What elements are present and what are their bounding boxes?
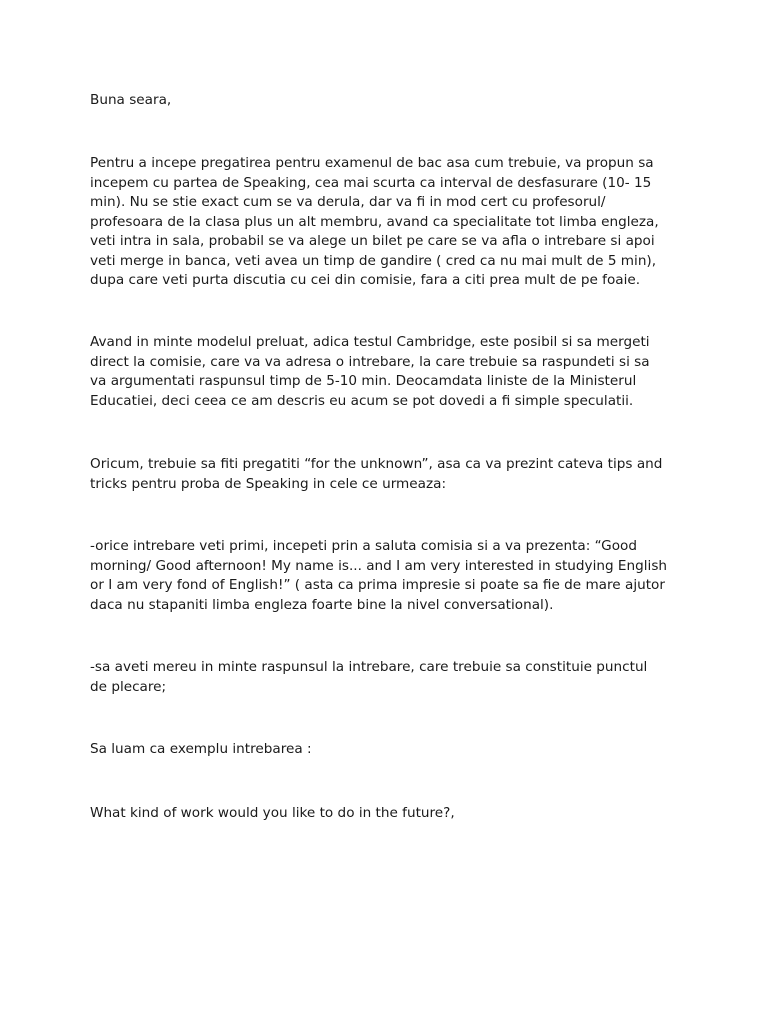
text-line: incepem cu partea de Speaking, cea mai scurta ca interval de desfasurare (10- 15 — [90, 174, 652, 191]
text-line: Oricum, trebuie sa fiti pregatiti “for the unknown”, asa ca va prezint cateva tips and — [90, 456, 663, 472]
paragraph-example-question — [90, 804, 690, 824]
paragraph-tip-greeting — [90, 537, 690, 615]
text-line: min). Nu se stie exact cum se va derula, dar va fi in mod cert cu profesorul/ — [90, 194, 606, 210]
text-line: va argumentati raspunsul timp de 5-10 min. Deocamdata liniste de la Ministerul — [90, 373, 637, 389]
paragraph-tip-answer — [90, 658, 690, 697]
text-line: profesoara de la clasa plus un alt membru, avand ca specialitate tot limba engleza, — [90, 213, 659, 230]
text-line: Avand in minte modelul preluat, adica testul Cambridge, este posibil si sa mergeti — [90, 334, 650, 350]
text-line: Sa luam ca exemplu intrebarea : — [90, 741, 312, 757]
text-line: -sa aveti mereu in minte raspunsul la intrebare, care trebuie sa constituie punctul — [90, 659, 648, 675]
text-line: or I am very fond of English!” ( asta ca prima impresie si poate sa fie de mare ajutor — [90, 577, 665, 593]
text-line: veti intra in sala, probabil se va alege un bilet pe care se va afla o intrebare si apoi — [90, 233, 655, 249]
greeting — [90, 91, 690, 111]
text-line: veti merge in banca, veti avea un timp de gandire ( cred ca nu mai mult de 5 min), — [90, 252, 657, 269]
text-line: morning/ Good afternoon! My name is... and I am very interested in studying English — [90, 557, 668, 574]
greeting-line: Buna seara, — [90, 92, 172, 108]
text-line: daca nu stapaniti limba engleza foarte bine la nivel conversational). — [90, 596, 554, 613]
text-line: direct la comisie, care va va adresa o intrebare, la care trebuie sa raspundeti si sa — [90, 353, 650, 370]
text-line: What kind of work would you like to do in the future?, — [90, 805, 455, 821]
text-line: -orice intrebare veti primi, incepeti prin a saluta comisia si a va prezenta: “Good — [90, 538, 637, 554]
paragraph-tips-intro — [90, 455, 690, 494]
paragraph-cambridge-model — [90, 333, 690, 411]
paragraph-example-intro — [90, 740, 690, 760]
text-line: Educatiei, deci ceea ce am descris eu acum se pot dovedi a fi simple speculatii. — [90, 392, 634, 409]
text-line: tricks pentru proba de Speaking in cele ce urmeaza: — [90, 475, 447, 492]
text-line: dupa care veti purta discutia cu cei din comisie, fara a citi prea mult de pe foaie. — [90, 272, 641, 288]
paragraph-exam-intro — [90, 154, 690, 291]
text-line: de plecare; — [90, 678, 167, 695]
text-line: Pentru a incepe pregatirea pentru examenul de bac asa cum trebuie, va propun sa — [90, 155, 654, 171]
